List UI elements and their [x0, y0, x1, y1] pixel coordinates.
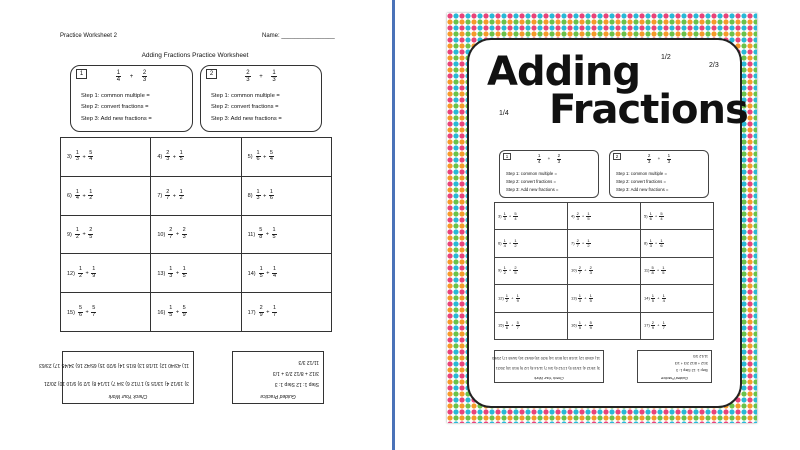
problem-grid [60, 137, 332, 332]
fraction: $\frac{5}{7}$ [92, 305, 96, 318]
deco-fraction-3: 1/4 [499, 110, 509, 117]
fraction: $\frac{2}{9}$ [259, 305, 263, 318]
problem-cell: 15) $\frac{5}{6}$ + $\frac{5}{7}$ [61, 293, 151, 332]
fraction: $\frac{1}{2}$ [505, 292, 509, 303]
fraction: $\frac{1}{5}$ [179, 149, 183, 163]
fraction: $\frac{1}{5}$ [589, 292, 592, 303]
answer-row-2: 3) 19/12 4) 13/15 5) 17/12 6) 3/4 7) 11/14 8) 1/2 9) 9/10 10) 20/21 [43, 380, 189, 386]
answer-row-2: 3) 19/12 4) 13/15 5) 17/12 6) 3/4 7) 11/14 8) 1/2 9) 9/10 10) 20/21 [495, 366, 600, 370]
check-your-work-box [39, 351, 194, 404]
fraction: $\frac{5}{6}$ [78, 305, 83, 318]
fraction: $\frac{5}{4}$ [269, 149, 273, 163]
fraction: $\frac{2}{7}$ [578, 265, 582, 276]
cover-title-line-1: Adding [487, 49, 641, 95]
fraction: $\frac{1}{9}$ [92, 266, 96, 279]
problem-equation: $\frac{1}{4}$ + $\frac{2}{3}$ [116, 70, 147, 83]
fraction: $\frac{1}{5}$ [182, 266, 186, 279]
fraction: $\frac{1}{2}$ [514, 238, 517, 249]
fraction: $\frac{1}{7}$ [272, 305, 277, 318]
step-2-label: Step 2: convert fractions = [211, 104, 279, 110]
guided-answer-row-2: 3/12 + 8/12 2/3 + 1/3 [272, 370, 319, 376]
deco-fraction-2: 2/3 [709, 62, 719, 69]
problem-number: 8) [247, 193, 253, 200]
fraction: $\frac{2}{7}$ [169, 227, 173, 240]
fraction: $\frac{1}{5}$ [259, 266, 263, 279]
problem-number: 12) [498, 295, 504, 301]
problem-number: 11) [247, 231, 256, 238]
cover-guided-problem-2 [609, 150, 709, 198]
fraction: $\frac{1}{5}$ [651, 292, 655, 303]
problem-number: 11) [644, 268, 650, 274]
step-1-label: Step 1: common multiple = [211, 93, 280, 99]
problem-cell: 3) $\frac{1}{3}$ + $\frac{5}{4}$ [495, 203, 568, 230]
problem-cell: 5) $\frac{1}{6}$ + $\frac{5}{4}$ [241, 138, 331, 177]
problem-cell: 5) $\frac{1}{6}$ + $\frac{5}{4}$ [641, 203, 714, 230]
cover-inner-panel [467, 38, 748, 408]
step-3-label: Step 3: Add new fractions = [506, 187, 559, 192]
problem-number: 14) [644, 295, 650, 301]
problem-number: 6) [498, 240, 502, 246]
problem-cell: 16) $\frac{1}{5}$ + $\frac{5}{9}$ [568, 312, 641, 339]
fraction: $\frac{1}{5}$ [169, 305, 173, 318]
cover-title-line-2: Fractions [549, 87, 748, 133]
fraction: $\frac{1}{2}$ [78, 266, 83, 279]
fraction: $\frac{1}{5}$ [587, 210, 590, 221]
problem-cell: 8) $\frac{1}{3}$ + $\frac{1}{6}$ [641, 230, 714, 257]
fraction: $\frac{1}{9}$ [516, 292, 519, 303]
problem-number: 2 [206, 69, 217, 79]
problem-cell: 14) $\frac{1}{5}$ + $\frac{1}{4}$ [241, 254, 331, 293]
problem-number: 16) [157, 309, 166, 316]
step-1-label: Step 1: common multiple = [616, 171, 667, 176]
answer-row-1: 11) 43/40 12) 11/18 13) 8/15 14) 9/20 15) 65/42 16) 34/45 17) 23/63 [39, 362, 189, 368]
problem-number: 2 [613, 153, 621, 160]
name-field-label: Name: ________________ [262, 33, 335, 39]
problem-cell: 3) $\frac{1}{3}$ + $\frac{5}{4}$ [61, 138, 151, 177]
fraction: $\frac{5}{4}$ [660, 210, 663, 221]
guided-problem-1 [70, 65, 193, 132]
deco-fraction-1: 1/2 [661, 54, 671, 61]
problem-cell: 15) $\frac{5}{6}$ + $\frac{5}{7}$ [495, 312, 568, 339]
problem-cell: 6) $\frac{1}{4}$ + $\frac{1}{2}$ [495, 230, 568, 257]
problem-cell: 17) $\frac{2}{9}$ + $\frac{1}{7}$ [641, 312, 714, 339]
fraction: $\frac{2}{7}$ [166, 188, 170, 202]
answer-row-1: 11) 43/40 12) 11/18 13) 8/15 14) 9/20 15) 65/42 16) 34/45 17) 23/63 [492, 356, 600, 360]
problem-cell: 16) $\frac{1}{5}$ + $\frac{5}{9}$ [151, 293, 241, 332]
problem-cell: 10) $\frac{2}{7}$ + $\frac{2}{3}$ [151, 215, 241, 254]
problem-number: 7) [157, 193, 163, 200]
guided-answer-row-1: Step 1: 12 Step 1: 3 [676, 368, 708, 372]
problem-cell: 12) $\frac{1}{2}$ + $\frac{1}{9}$ [495, 285, 568, 312]
guided-practice-answers-box [232, 351, 324, 404]
fraction: $\frac{1}{3}$ [169, 266, 173, 279]
problem-cell: 11) $\frac{5}{8}$ + $\frac{1}{5}$ [641, 257, 714, 284]
worksheet-page-left [0, 0, 390, 450]
problem-number: 5) [644, 213, 648, 219]
fraction: $\frac{2}{9}$ [651, 320, 655, 331]
fraction: $\frac{1}{6}$ [660, 238, 663, 249]
check-your-work-title: Check Your Work [108, 393, 148, 399]
worksheet-title: Adding Fractions Practice Worksheet [141, 52, 249, 59]
fraction: $\frac{5}{4}$ [89, 149, 93, 163]
problem-number: 1 [76, 69, 87, 79]
problem-number: 6) [67, 193, 72, 200]
problem-number: 15) [498, 322, 504, 328]
problem-cell: 8) $\frac{1}{3}$ + $\frac{1}{6}$ [241, 176, 331, 215]
problem-number: 3) [498, 213, 502, 219]
problem-cell: 12) $\frac{1}{2}$ + $\frac{1}{9}$ [61, 254, 151, 293]
fraction: $\frac{1}{3}$ [256, 188, 260, 202]
problem-equation: $\frac{2}{3}$ + $\frac{1}{3}$ [246, 70, 276, 83]
fraction: $\frac{1}{7}$ [662, 320, 665, 331]
problem-cell: 9) $\frac{1}{2}$ + $\frac{2}{5}$ [495, 257, 568, 284]
problem-number: 12) [67, 270, 75, 277]
problem-cell: 11) $\frac{5}{8}$ + $\frac{1}{5}$ [241, 215, 331, 254]
problem-cell: 17) $\frac{2}{9}$ + $\frac{1}{7}$ [241, 293, 331, 332]
problem-cell: 4) $\frac{2}{3}$ + $\frac{1}{5}$ [151, 138, 241, 177]
problem-cell: 4) $\frac{2}{3}$ + $\frac{1}{5}$ [568, 203, 641, 230]
fraction: $\frac{1}{5}$ [272, 227, 276, 240]
fraction: $\frac{5}{9}$ [182, 305, 186, 318]
problem-number: 13) [157, 270, 166, 277]
fraction: $\frac{1}{6}$ [649, 210, 652, 221]
fraction: $\frac{5}{6}$ [505, 320, 509, 331]
problem-cell: 7) $\frac{2}{7}$ + $\frac{1}{2}$ [568, 230, 641, 257]
problem-cell: 9) $\frac{1}{2}$ + $\frac{2}{5}$ [61, 215, 151, 254]
problem-number: 17) [247, 309, 256, 316]
check-your-work-title: Check Your Work [534, 376, 564, 380]
fraction: $\frac{1}{6}$ [256, 149, 260, 163]
guided-answer-row-2: 3/12 + 8/12 2/3 + 1/3 [674, 361, 708, 365]
problem-number: 4) [157, 154, 163, 161]
fraction: $\frac{1}{5}$ [662, 265, 665, 276]
guided-answer-row-3: 11/12 3/3 [693, 354, 708, 358]
problem-number: 17) [644, 322, 650, 328]
worksheet-label: Practice Worksheet 2 [60, 33, 117, 39]
step-2-label: Step 2: convert fractions = [506, 179, 557, 184]
fraction: $\frac{1}{3}$ [75, 149, 79, 163]
problem-cell: 13) $\frac{1}{3}$ + $\frac{1}{5}$ [568, 285, 641, 312]
step-3-label: Step 3: Add new fractions = [211, 116, 282, 122]
fraction: $\frac{1}{4}$ [75, 188, 79, 202]
problem-number: 9) [498, 268, 502, 274]
step-3-label: Step 3: Add new fractions = [616, 187, 669, 192]
fraction: $\frac{2}{3}$ [589, 265, 592, 276]
problem-number: 14) [247, 270, 256, 277]
problem-cell: 10) $\frac{2}{7}$ + $\frac{2}{3}$ [568, 257, 641, 284]
problem-number: 13) [571, 295, 577, 301]
step-2-label: Step 2: convert fractions = [616, 179, 667, 184]
problem-number: 8) [644, 240, 648, 246]
guided-answer-row-1: Step 1: 12 Step 1: 3 [274, 381, 319, 387]
guided-answer-row-3: 11/12 3/3 [298, 359, 319, 365]
fraction: $\frac{1}{2}$ [587, 238, 590, 249]
problem-cell: 14) $\frac{1}{5}$ + $\frac{1}{4}$ [641, 285, 714, 312]
fraction: $\frac{1}{3}$ [503, 210, 506, 221]
fraction: $\frac{1}{4}$ [662, 292, 665, 303]
fraction: $\frac{1}{4}$ [503, 238, 506, 249]
guided-problem-2 [200, 65, 322, 132]
fraction: $\frac{2}{5}$ [514, 265, 517, 276]
problem-number: 1 [503, 153, 511, 160]
fraction: $\frac{1}{4}$ [272, 266, 277, 279]
problem-number: 16) [571, 322, 577, 328]
fraction: $\frac{5}{7}$ [516, 320, 519, 331]
cover-check-your-work-box [494, 350, 604, 383]
problem-number: 7) [571, 240, 575, 246]
step-1-label: Step 1: common multiple = [81, 93, 150, 99]
fraction: $\frac{1}{2}$ [503, 265, 506, 276]
problem-number: 9) [67, 231, 72, 238]
problem-number: 15) [67, 309, 75, 316]
problem-number: 3) [67, 154, 72, 161]
fraction: $\frac{2}{7}$ [576, 238, 579, 249]
fraction: $\frac{1}{5}$ [578, 320, 582, 331]
worksheet-cover-page [447, 13, 757, 423]
problem-number: 4) [571, 213, 575, 219]
problem-number: 10) [571, 268, 577, 274]
fraction: $\frac{1}{2}$ [179, 188, 183, 202]
fraction: $\frac{1}{2}$ [75, 227, 79, 240]
fraction: $\frac{5}{8}$ [651, 265, 654, 276]
fraction: $\frac{5}{4}$ [514, 210, 517, 221]
problem-number: 5) [247, 154, 253, 161]
fraction: $\frac{5}{9}$ [589, 320, 592, 331]
guided-practice-title: Guided Practice [260, 393, 296, 399]
fraction: $\frac{1}{3}$ [578, 292, 582, 303]
problem-number: 10) [157, 231, 166, 238]
fraction: $\frac{2}{5}$ [89, 227, 93, 240]
step-1-label: Step 1: common multiple = [506, 171, 557, 176]
problem-cell: 6) $\frac{1}{4}$ + $\frac{1}{2}$ [61, 176, 151, 215]
fraction: $\frac{2}{3}$ [166, 149, 170, 163]
fraction: $\frac{2}{3}$ [576, 210, 579, 221]
page-divider [392, 0, 395, 450]
fraction: $\frac{2}{3}$ [182, 227, 186, 240]
step-2-label: Step 2: convert fractions = [81, 104, 149, 110]
step-3-label: Step 3: Add new fractions = [81, 116, 152, 122]
guided-practice-title: Guided Practice [661, 376, 689, 380]
fraction: $\frac{5}{8}$ [259, 227, 263, 240]
fraction: $\frac{1}{6}$ [269, 188, 273, 202]
problem-equation: $\frac{1}{4}$ + $\frac{2}{3}$ [537, 153, 561, 164]
cover-problem-grid [494, 202, 714, 340]
problem-cell: 13) $\frac{1}{3}$ + $\frac{1}{5}$ [151, 254, 241, 293]
problem-equation: $\frac{2}{3}$ + $\frac{1}{3}$ [647, 153, 671, 164]
cover-guided-practice-answers-box [637, 350, 712, 383]
fraction: $\frac{1}{3}$ [649, 238, 652, 249]
cover-guided-problem-1 [499, 150, 599, 198]
fraction: $\frac{1}{2}$ [89, 188, 93, 202]
problem-cell: 7) $\frac{2}{7}$ + $\frac{1}{2}$ [151, 176, 241, 215]
